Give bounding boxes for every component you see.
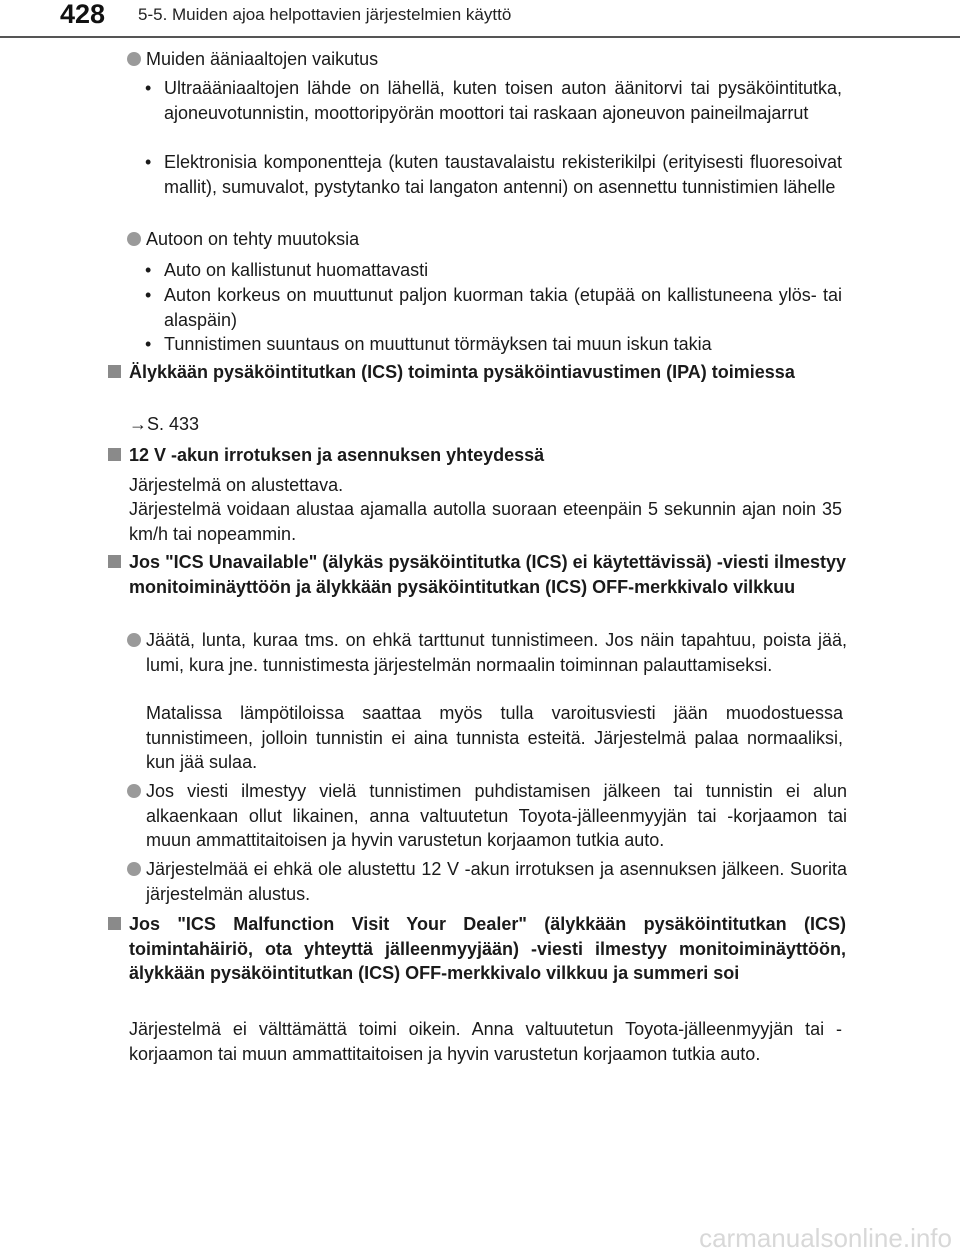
section-heading-ipa: Älykkään pysäköintitutkan (ICS) toiminta pysäköintiavustimen (IPA) toimiessa [108,360,846,385]
dot-bullet-icon [127,232,141,246]
square-bullet-icon [108,917,121,930]
section-heading-battery: 12 V -akun irrotuksen ja asennuksen yhteydessä [108,443,846,468]
paragraph: Järjestelmä ei välttämättä toimi oikein. Anna valtuutetun Toyota-jälleenmyyjän tai -korjaamon tai muun ammattitaitoisen ja hyvin varustetun korjaamon tutkia auto. [129,1019,842,1064]
bullet-icon: • [145,260,152,280]
bullet-icon: • [145,334,152,354]
bullet-icon: • [145,78,152,98]
dot-bullet-icon [127,784,141,798]
bullet-item: • Ultraääniaaltojen lähde on lähellä, kuten toisen auton äänitorvi tai pysäköintitutka, ajoneuvotunnistin, moottoripyörän moottori tai raskaan ajoneuvon paineilmajarrut [145,78,842,123]
dot-item-not-initialized: Järjestelmää ei ehkä ole alustettu 12 V -akun irrotuksen ja asennuksen jälkeen. Suorita järjestelmän alustus. [127,857,847,906]
square-bullet-icon [108,365,121,378]
page-reference: →S. 433 [129,414,200,434]
paragraph: Matalissa lämpötiloissa saattaa myös tulla varoitusviesti jään muodostuessa tunnistimeen, jolloin tunnistin ei aina tunnista esteitä. Järjestelmä palaa normaaliksi, kun jää sulaa. [146,703,843,772]
dot-bullet-icon [127,52,141,66]
bullet-icon: • [145,285,152,305]
bullet-icon: • [145,152,152,172]
header-rule [0,36,960,38]
bullet-item: • Elektronisia komponentteja (kuten taustavalaistu rekisterikilpi (erityisesti fluoresoivat mallit), sumuvalot, pystytanko tai langaton antenni) on asennettu tunnistimien lähelle [145,152,842,197]
watermark: carmanualsonline.info [699,1223,952,1253]
bullet-item: • Auto on kallistunut huomattavasti [145,258,842,283]
chapter-title: 5-5. Muiden ajoa helpottavien järjestelmien käyttö [138,5,512,24]
section-heading-ics-unavailable: Jos "ICS Unavailable" (älykäs pysäköintitutka (ICS) ei käytettävissä) -viesti ilmestyy monitoiminäyttöön ja älykkään pysäköintitutkan (ICS) OFF-merkkivalo vilkkuu [108,550,846,599]
page-header [0,0,960,40]
square-bullet-icon [108,448,121,461]
dot-bullet-icon [127,862,141,876]
square-bullet-icon [108,555,121,568]
dot-item-still-shown: Jos viesti ilmestyy vielä tunnistimen puhdistamisen jälkeen tai tunnistin ei alun alkaenkaan ollut likainen, anna valtuutetun Toyota-jälleenmyyjän tai -korjaamon tai muun ammattitaitoisen ja hyvin varustetun korjaamon tutkia auto. [127,779,847,853]
paragraph: Järjestelmä on alustettava. [129,475,344,495]
section-heading-ics-malfunction: Jos "ICS Malfunction Visit Your Dealer" (älykkään pysäköintitutkan (ICS) toimintahäiriö, ota yhteyttä jälleenmyyjään) -viesti ilmestyy monitoiminäyttöön, älykkään pysäköintitutkan (ICS) OFF-merkkivalo vilkkuu ja summeri soi [108,912,846,986]
bullet-item: • Tunnistimen suuntaus on muuttunut törmäyksen tai muun iskun takia [145,332,842,357]
dot-item-ice: Jäätä, lunta, kuraa tms. on ehkä tarttunut tunnistimeen. Jos näin tapahtuu, poista jää, lumi, kura jne. tunnistimesta järjestelmän normaalin toiminnan palauttamiseksi. [127,628,847,677]
bullet-item: • Auton korkeus on muuttunut paljon kuorman takia (etupää on kallistuneena ylös- tai alaspäin) [145,285,842,330]
dot-item-sound-waves: Muiden ääniaaltojen vaikutus [127,47,847,72]
paragraph: Järjestelmä voidaan alustaa ajamalla autolla suoraan eteenpäin 5 sekunnin ajan noin 35 km/h tai nopeammin. [129,499,842,544]
page-number: 428 [60,0,106,29]
dot-bullet-icon [127,633,141,647]
dot-item-modifications: Autoon on tehty muutoksia [127,227,847,252]
